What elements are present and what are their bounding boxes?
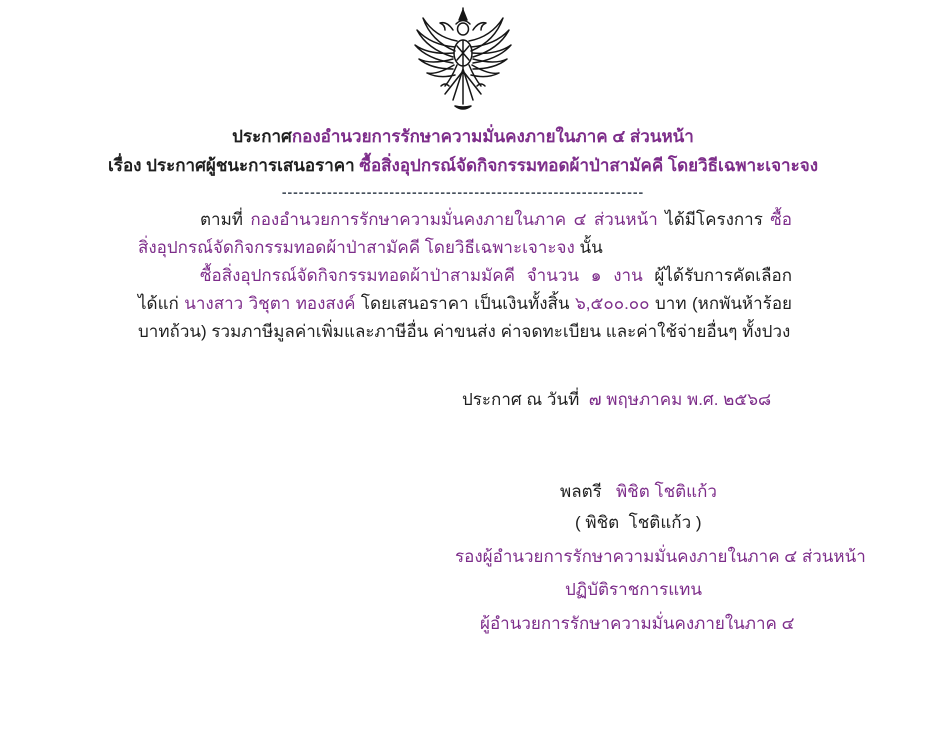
signer-name: พิชิต โชติแก้ว bbox=[615, 482, 717, 501]
signer-position-line2: ผู้อำนวยการรักษาความมั่นคงภายในภาค ๔ bbox=[480, 614, 795, 633]
p1-seg1: กองอำนวยการรักษาความมั่นคงภายในภาค ๔ ส่วนหน้า bbox=[250, 210, 666, 229]
signer-rank: พลตรี bbox=[560, 482, 616, 501]
document-title-line2 bbox=[0, 155, 926, 177]
p2-seg0: ซื้อสิ่งอุปกรณ์จัดกิจกรรมทอดผ้าป่าสามมัคคี จำนวน ๑ งาน bbox=[200, 266, 655, 285]
p1-seg3: ซื้อสิ่งอุปกรณ์จัดกิจกรรมทอดผ้าป่าสามัคคี โดยวิธีเฉพาะเจาะจง bbox=[138, 210, 792, 257]
announcement-date-line bbox=[462, 386, 771, 413]
p2-seg3: โดยเสนอราคา เป็นเงินทั้งสิ้น bbox=[360, 294, 575, 313]
title1-issuer-name: กองอำนวยการรักษาความมั่นคงภายในภาค ๔ ส่วนหน้า bbox=[291, 127, 694, 146]
p1-seg0: ตามที่ bbox=[200, 210, 251, 229]
paragraph-2 bbox=[138, 262, 792, 346]
p2-seg2: นางสาว วิชุตา ทองสงค์ bbox=[184, 294, 361, 313]
dashed-divider: ---------------------------------------------------------------- bbox=[281, 184, 645, 200]
document-title-line1 bbox=[0, 126, 926, 148]
date-prefix: ประกาศ ณ วันที่ bbox=[462, 390, 589, 409]
signer-name-parenthetical: ( พิชิต โชติแก้ว ) bbox=[575, 513, 702, 532]
title1-issuer-prefix: ประกาศ bbox=[232, 127, 292, 146]
title2-subject-detail: ซื้อสิ่งอุปกรณ์จัดกิจกรรมทอดผ้าป่าสามัคคี โดยวิธีเฉพาะเจาะจง bbox=[359, 156, 818, 175]
p1-seg4: นั้น bbox=[579, 238, 603, 257]
p1-seg2: ได้มีโครงการ bbox=[665, 210, 771, 229]
date-value: ๗ พฤษภาคม พ.ศ. ๒๕๖๘ bbox=[588, 390, 772, 409]
signer-position-line1: รองผู้อำนวยการรักษาความมั่นคงภายในภาค ๔ ส่วนหน้า bbox=[455, 547, 866, 566]
document-body bbox=[138, 206, 792, 346]
signer-rank-and-name bbox=[560, 478, 717, 505]
paragraph-1 bbox=[138, 206, 792, 262]
p2-seg5: บาท (หกพันห้าร้อยบาทถ้วน) รวมภาษีมูลค่าเพิ่มและภาษีอื่น ค่าขนส่ง ค่าจดทะเบียน และค่าใช้จ่ายอื่นๆ ทั้งปวง bbox=[138, 294, 792, 341]
garuda-emblem-icon bbox=[411, 6, 515, 116]
signer-acting-on-behalf: ปฏิบัติราชการแทน bbox=[565, 580, 703, 599]
title2-subject-prefix: เรื่อง ประกาศผู้ชนะการเสนอราคา bbox=[108, 156, 360, 175]
p2-seg1: ผู้ได้รับการคัดเลือก ได้แก่ bbox=[138, 266, 792, 313]
p2-amount-value: ๖,๕๐๐.๐๐ bbox=[574, 294, 650, 313]
